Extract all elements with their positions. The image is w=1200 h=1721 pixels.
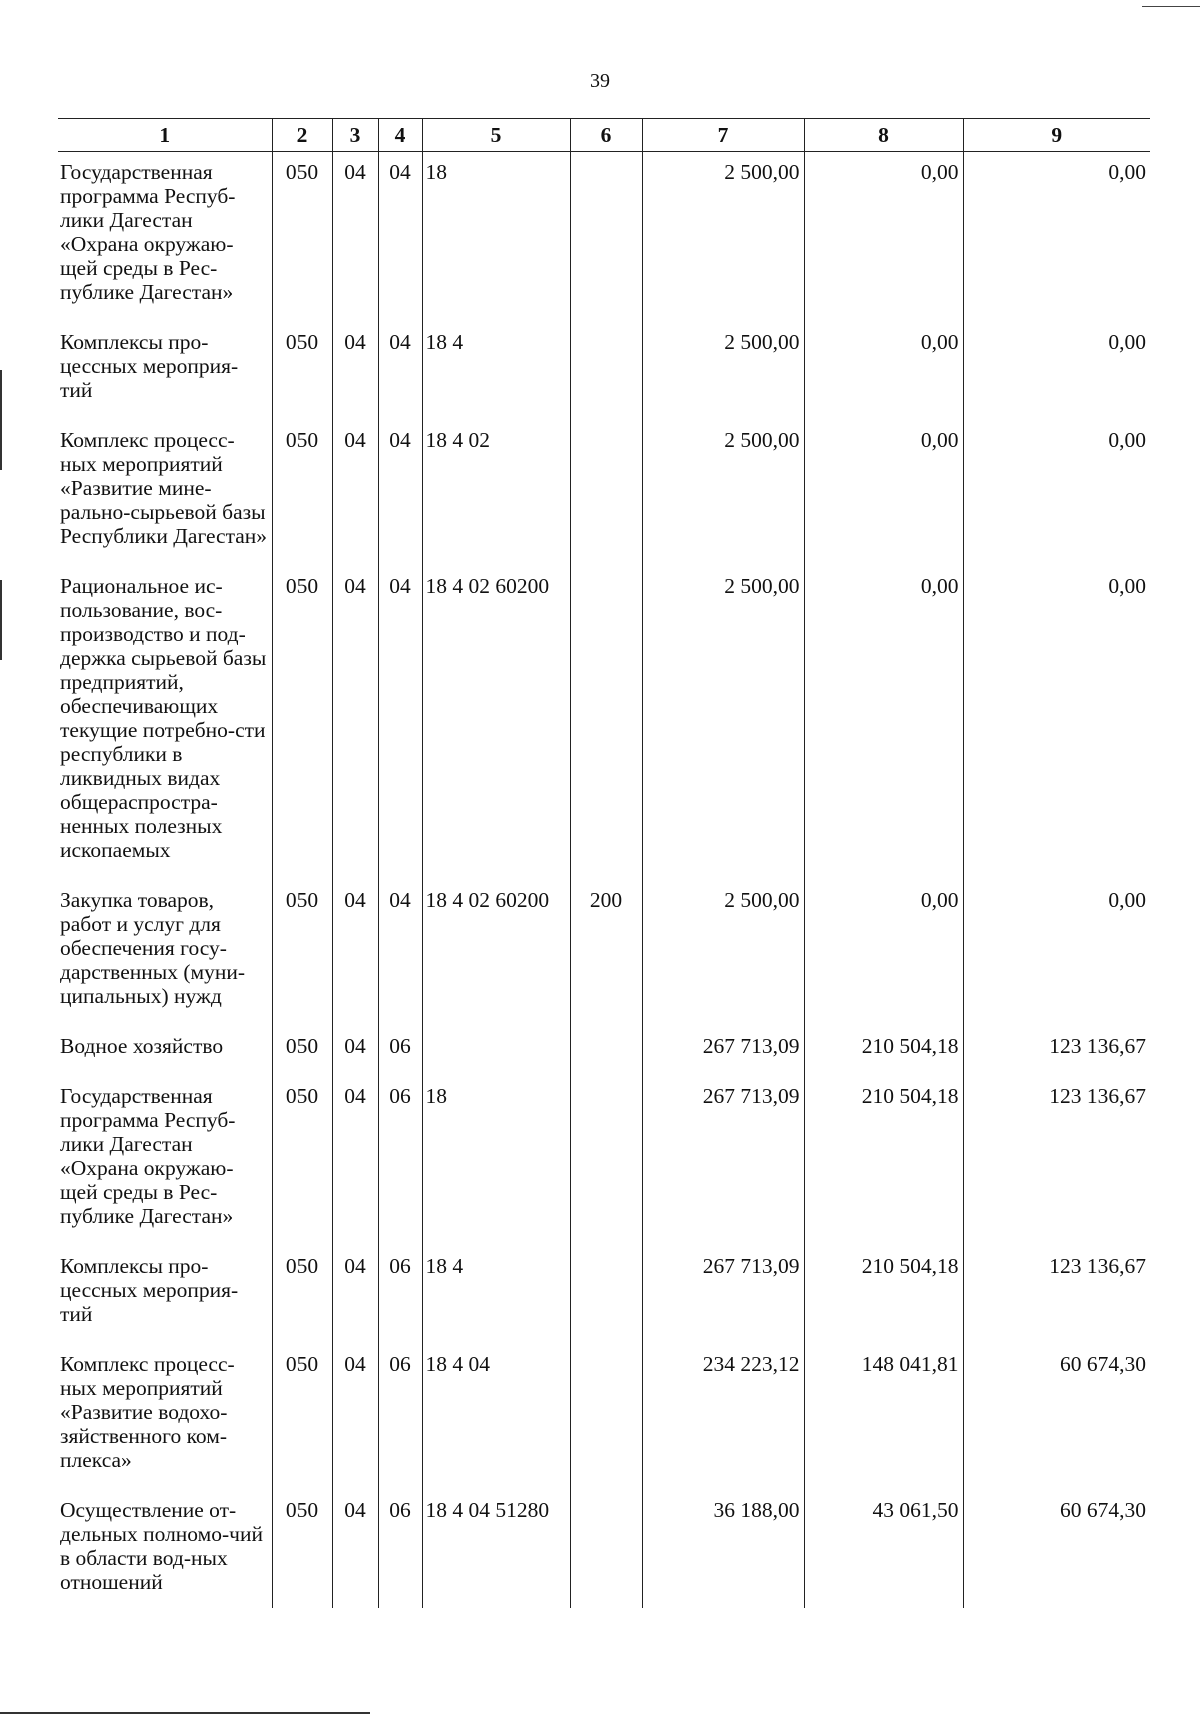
row-label: Осуществление от-дельных полномо-чий в области вод-ных отношений xyxy=(60,1498,263,1594)
cell-amount-year3: 123 136,67 xyxy=(963,1076,1150,1246)
cell-amount-year3: 0,00 xyxy=(963,152,1150,323)
cell-section: 04 xyxy=(332,322,378,420)
page-number: 39 xyxy=(590,70,610,92)
cell-amount-year2: 210 504,18 xyxy=(804,1076,963,1246)
table-row xyxy=(58,322,1150,420)
cell-section: 04 xyxy=(332,1246,378,1344)
cell-amount-year1: 2 500,00 xyxy=(642,322,804,420)
column-header: 3 xyxy=(332,119,378,152)
cell-expense-type xyxy=(570,1344,642,1490)
cell-amount-year3: 60 674,30 xyxy=(963,1344,1150,1490)
table-row xyxy=(58,420,1150,566)
cell-amount-year2: 0,00 xyxy=(804,322,963,420)
cell-section: 04 xyxy=(332,1490,378,1608)
row-label: Водное хозяйство xyxy=(60,1034,224,1058)
column-header: 5 xyxy=(422,119,570,152)
table-row xyxy=(58,1026,1150,1076)
cell-amount-year3: 123 136,67 xyxy=(963,1246,1150,1344)
cell-section: 04 xyxy=(332,152,378,323)
cell-ministry-code: 050 xyxy=(272,322,332,420)
cell-ministry-code: 050 xyxy=(272,1026,332,1076)
row-label: Комплекс процесс-ных мероприятий «Развитие водохо-зяйственного ком-плекса» xyxy=(60,1352,235,1472)
column-header: 2 xyxy=(272,119,332,152)
cell-subsection: 06 xyxy=(378,1344,422,1490)
row-label: Комплексы про-цессных мероприя-тий xyxy=(60,330,239,402)
cell-amount-year2: 0,00 xyxy=(804,420,963,566)
cell-subsection: 06 xyxy=(378,1076,422,1246)
cell-subsection: 04 xyxy=(378,566,422,880)
cell-amount-year1: 267 713,09 xyxy=(642,1076,804,1246)
scan-edge-line xyxy=(1142,6,1200,7)
cell-amount-year2: 210 504,18 xyxy=(804,1246,963,1344)
cell-expense-type xyxy=(570,1246,642,1344)
cell-subsection: 04 xyxy=(378,152,422,323)
cell-expense-type: 200 xyxy=(570,880,642,1026)
row-label: Рациональное ис-пользование, вос-производство и под-держка сырьевой базы предприятий, обеспечивающих текущие потребно-сти республики в ликвидных видах общераспростра-ненных полезных ископаемых xyxy=(60,574,267,862)
column-header: 7 xyxy=(642,119,804,152)
cell-amount-year1: 2 500,00 xyxy=(642,880,804,1026)
cell-amount-year1: 36 188,00 xyxy=(642,1490,804,1608)
table-row xyxy=(58,1076,1150,1246)
cell-amount-year1: 2 500,00 xyxy=(642,420,804,566)
cell-amount-year1: 267 713,09 xyxy=(642,1246,804,1344)
cell-target-article: 18 4 02 xyxy=(422,420,570,566)
cell-amount-year3: 60 674,30 xyxy=(963,1490,1150,1608)
cell-amount-year3: 0,00 xyxy=(963,420,1150,566)
cell-amount-year3: 0,00 xyxy=(963,880,1150,1026)
cell-expense-type xyxy=(570,566,642,880)
budget-table xyxy=(58,118,1150,1608)
cell-subsection: 06 xyxy=(378,1026,422,1076)
cell-ministry-code: 050 xyxy=(272,566,332,880)
scan-margin-mark xyxy=(0,580,2,660)
cell-target-article: 18 4 04 xyxy=(422,1344,570,1490)
cell-target-article: 18 xyxy=(422,1076,570,1246)
cell-target-article: 18 4 xyxy=(422,1246,570,1344)
cell-expense-type xyxy=(570,152,642,323)
table-row xyxy=(58,152,1150,323)
cell-amount-year3: 123 136,67 xyxy=(963,1026,1150,1076)
cell-amount-year1: 2 500,00 xyxy=(642,566,804,880)
cell-subsection: 06 xyxy=(378,1490,422,1608)
table-row xyxy=(58,1246,1150,1344)
row-label: Государственная программа Респуб-лики Дагестан «Охрана окружаю-щей среды в Рес-публике Дагестан» xyxy=(60,160,236,304)
cell-section: 04 xyxy=(332,1026,378,1076)
cell-amount-year1: 234 223,12 xyxy=(642,1344,804,1490)
cell-ministry-code: 050 xyxy=(272,880,332,1026)
row-label: Государственная программа Респуб-лики Дагестан «Охрана окружаю-щей среды в Рес-публике Дагестан» xyxy=(60,1084,236,1228)
cell-ministry-code: 050 xyxy=(272,1344,332,1490)
footer-rule xyxy=(0,1712,370,1714)
cell-target-article: 18 4 xyxy=(422,322,570,420)
cell-amount-year2: 148 041,81 xyxy=(804,1344,963,1490)
cell-amount-year2: 210 504,18 xyxy=(804,1026,963,1076)
cell-subsection: 04 xyxy=(378,322,422,420)
column-header: 6 xyxy=(570,119,642,152)
row-label: Закупка товаров, работ и услуг для обеспечения госу-дарственных (муни-ципальных) нужд xyxy=(60,888,246,1008)
cell-amount-year3: 0,00 xyxy=(963,566,1150,880)
column-header: 9 xyxy=(963,119,1150,152)
cell-amount-year2: 0,00 xyxy=(804,566,963,880)
cell-section: 04 xyxy=(332,880,378,1026)
cell-ministry-code: 050 xyxy=(272,1076,332,1246)
cell-target-article: 18 xyxy=(422,152,570,323)
table-row xyxy=(58,566,1150,880)
cell-ministry-code: 050 xyxy=(272,1490,332,1608)
cell-ministry-code: 050 xyxy=(272,420,332,566)
table-row xyxy=(58,880,1150,1026)
cell-expense-type xyxy=(570,1076,642,1246)
cell-section: 04 xyxy=(332,1344,378,1490)
cell-expense-type xyxy=(570,420,642,566)
cell-section: 04 xyxy=(332,566,378,880)
cell-ministry-code: 050 xyxy=(272,1246,332,1344)
cell-target-article: 18 4 02 60200 xyxy=(422,880,570,1026)
column-header: 4 xyxy=(378,119,422,152)
scan-margin-mark xyxy=(0,370,2,470)
cell-amount-year1: 267 713,09 xyxy=(642,1026,804,1076)
row-label: Комплекс процесс-ных мероприятий «Развитие мине-рально-сырьевой базы Республики Дагестан» xyxy=(60,428,268,548)
cell-expense-type xyxy=(570,322,642,420)
table-row xyxy=(58,1344,1150,1490)
cell-section: 04 xyxy=(332,1076,378,1246)
header-row xyxy=(58,119,1150,152)
table-row xyxy=(58,1490,1150,1608)
cell-amount-year3: 0,00 xyxy=(963,322,1150,420)
column-header: 1 xyxy=(58,119,272,152)
cell-amount-year2: 43 061,50 xyxy=(804,1490,963,1608)
cell-expense-type xyxy=(570,1026,642,1076)
cell-subsection: 06 xyxy=(378,1246,422,1344)
column-header: 8 xyxy=(804,119,963,152)
cell-expense-type xyxy=(570,1490,642,1608)
cell-ministry-code: 050 xyxy=(272,152,332,323)
cell-subsection: 04 xyxy=(378,420,422,566)
cell-subsection: 04 xyxy=(378,880,422,1026)
cell-amount-year2: 0,00 xyxy=(804,880,963,1026)
cell-target-article: 18 4 02 60200 xyxy=(422,566,570,880)
cell-amount-year2: 0,00 xyxy=(804,152,963,323)
cell-amount-year1: 2 500,00 xyxy=(642,152,804,323)
row-label: Комплексы про-цессных мероприя-тий xyxy=(60,1254,239,1326)
cell-section: 04 xyxy=(332,420,378,566)
cell-target-article xyxy=(422,1026,570,1076)
cell-target-article: 18 4 04 51280 xyxy=(422,1490,570,1608)
